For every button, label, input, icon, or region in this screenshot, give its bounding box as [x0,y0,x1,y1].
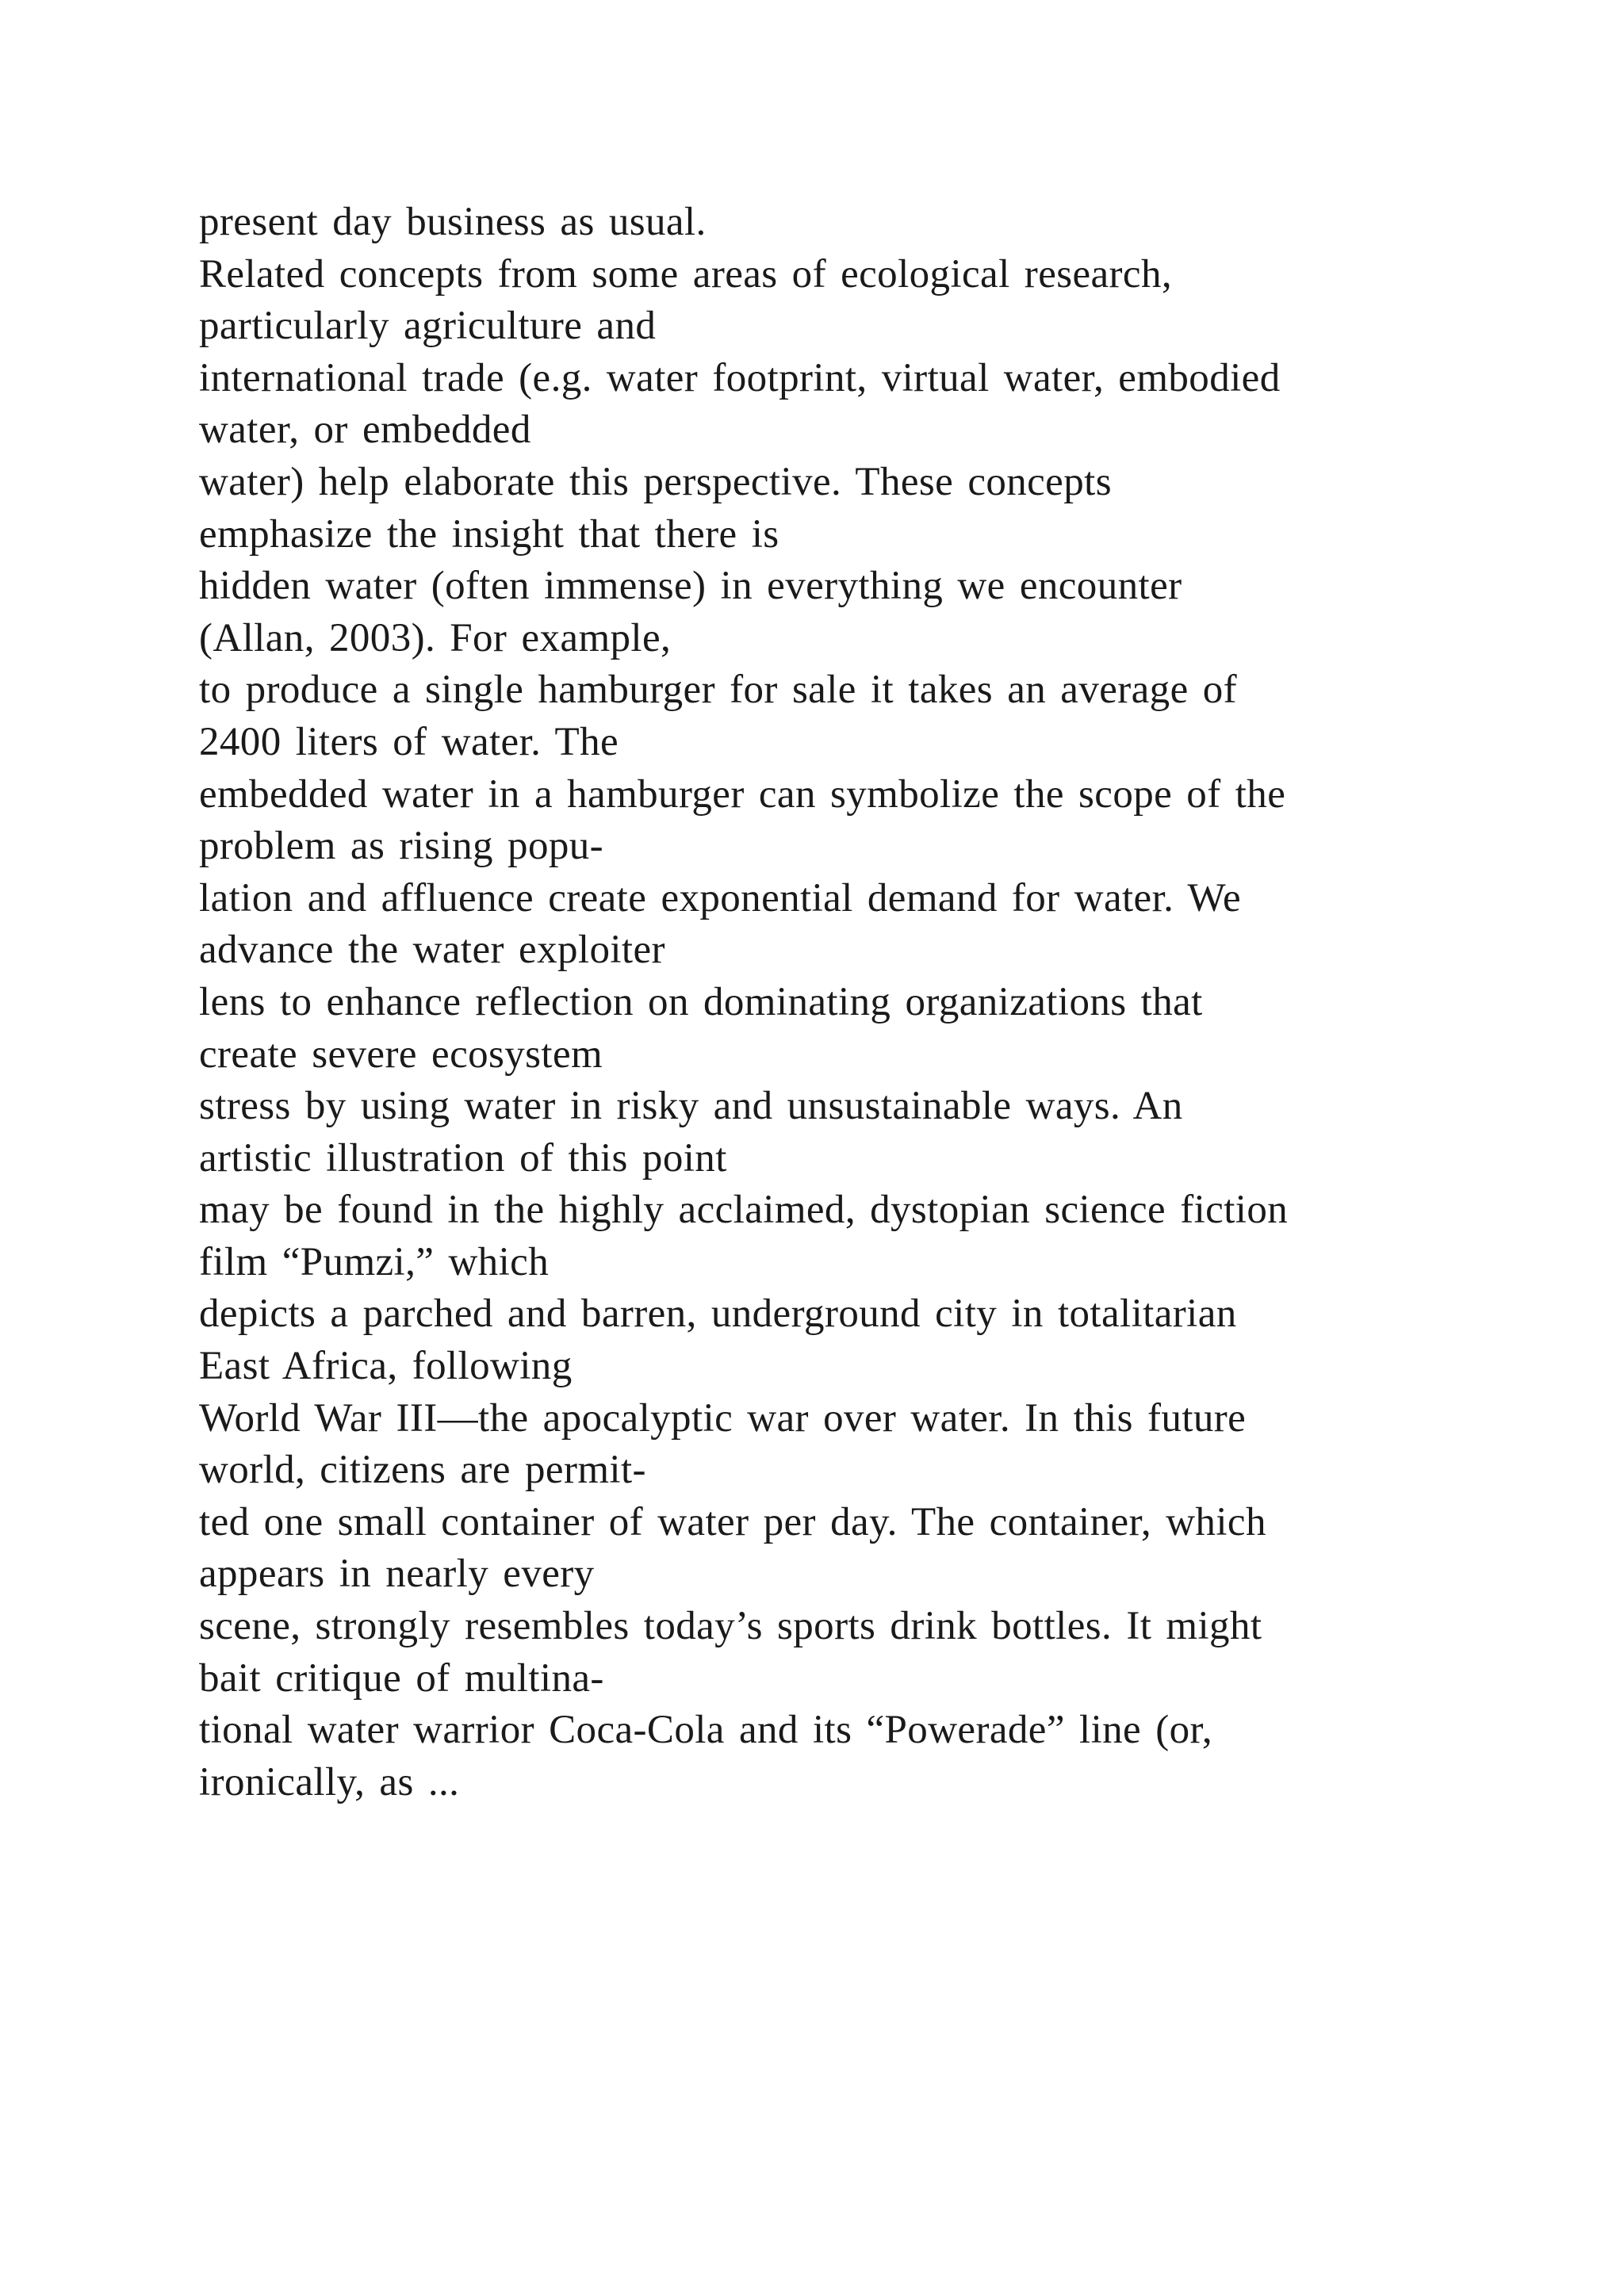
text-line: East Africa, following [199,1344,573,1389]
text-line: 2400 liters of water. The [199,719,619,764]
text-line: international trade (e.g. water footprint, virtual water, embodied [199,355,1281,400]
text-line: artistic illustration of this point [199,1135,727,1181]
text-line: may be found in the highly acclaimed, dystopian science fiction [199,1188,1289,1233]
text-line: emphasize the insight that there is [199,511,779,557]
text-line: stress by using water in risky and unsustainable ways. An [199,1084,1183,1129]
text-line: ironically, as ... [199,1759,460,1804]
text-line: water, or embedded [199,408,531,453]
text-line: embedded water in a hamburger can symbolize the scope of the [199,771,1286,817]
text-line: ted one small container of water per day. The container, which [199,1499,1266,1544]
text-line: depicts a parched and barren, underground city in totalitarian [199,1292,1237,1337]
text-line: present day business as usual. [199,200,707,244]
text-line: water) help elaborate this perspective. These concepts [199,459,1112,504]
body-text [199,197,1452,1808]
text-line: Related concepts from some areas of ecological research, [199,251,1173,297]
text-line: tional water warrior Coca-Cola and its “Powerade” line (or, [199,1708,1213,1753]
text-line: appears in nearly every [199,1552,595,1597]
text-line: film “Pumzi,” which [199,1239,550,1284]
text-line: particularly agriculture and [199,304,657,349]
text-line: lation and affluence create exponential demand for water. We [199,875,1242,920]
text-line: (Allan, 2003). For example, [199,615,672,660]
text-line: hidden water (often immense) in everything we encounter [199,564,1182,609]
text-line: world, citizens are permit- [199,1448,646,1493]
text-line: scene, strongly resembles today’s sports drink bottles. It might [199,1604,1262,1649]
text-line: create severe ecosystem [199,1031,603,1077]
text-line: World War III—the apocalyptic war over water. In this future [199,1395,1247,1441]
text-line: advance the water exploiter [199,928,665,973]
text-line: problem as rising popu- [199,824,604,869]
text-line: lens to enhance reflection on dominating organizations that [199,979,1203,1024]
text-line: to produce a single hamburger for sale it takes an average of [199,668,1238,713]
text-line: bait critique of multina- [199,1655,604,1701]
